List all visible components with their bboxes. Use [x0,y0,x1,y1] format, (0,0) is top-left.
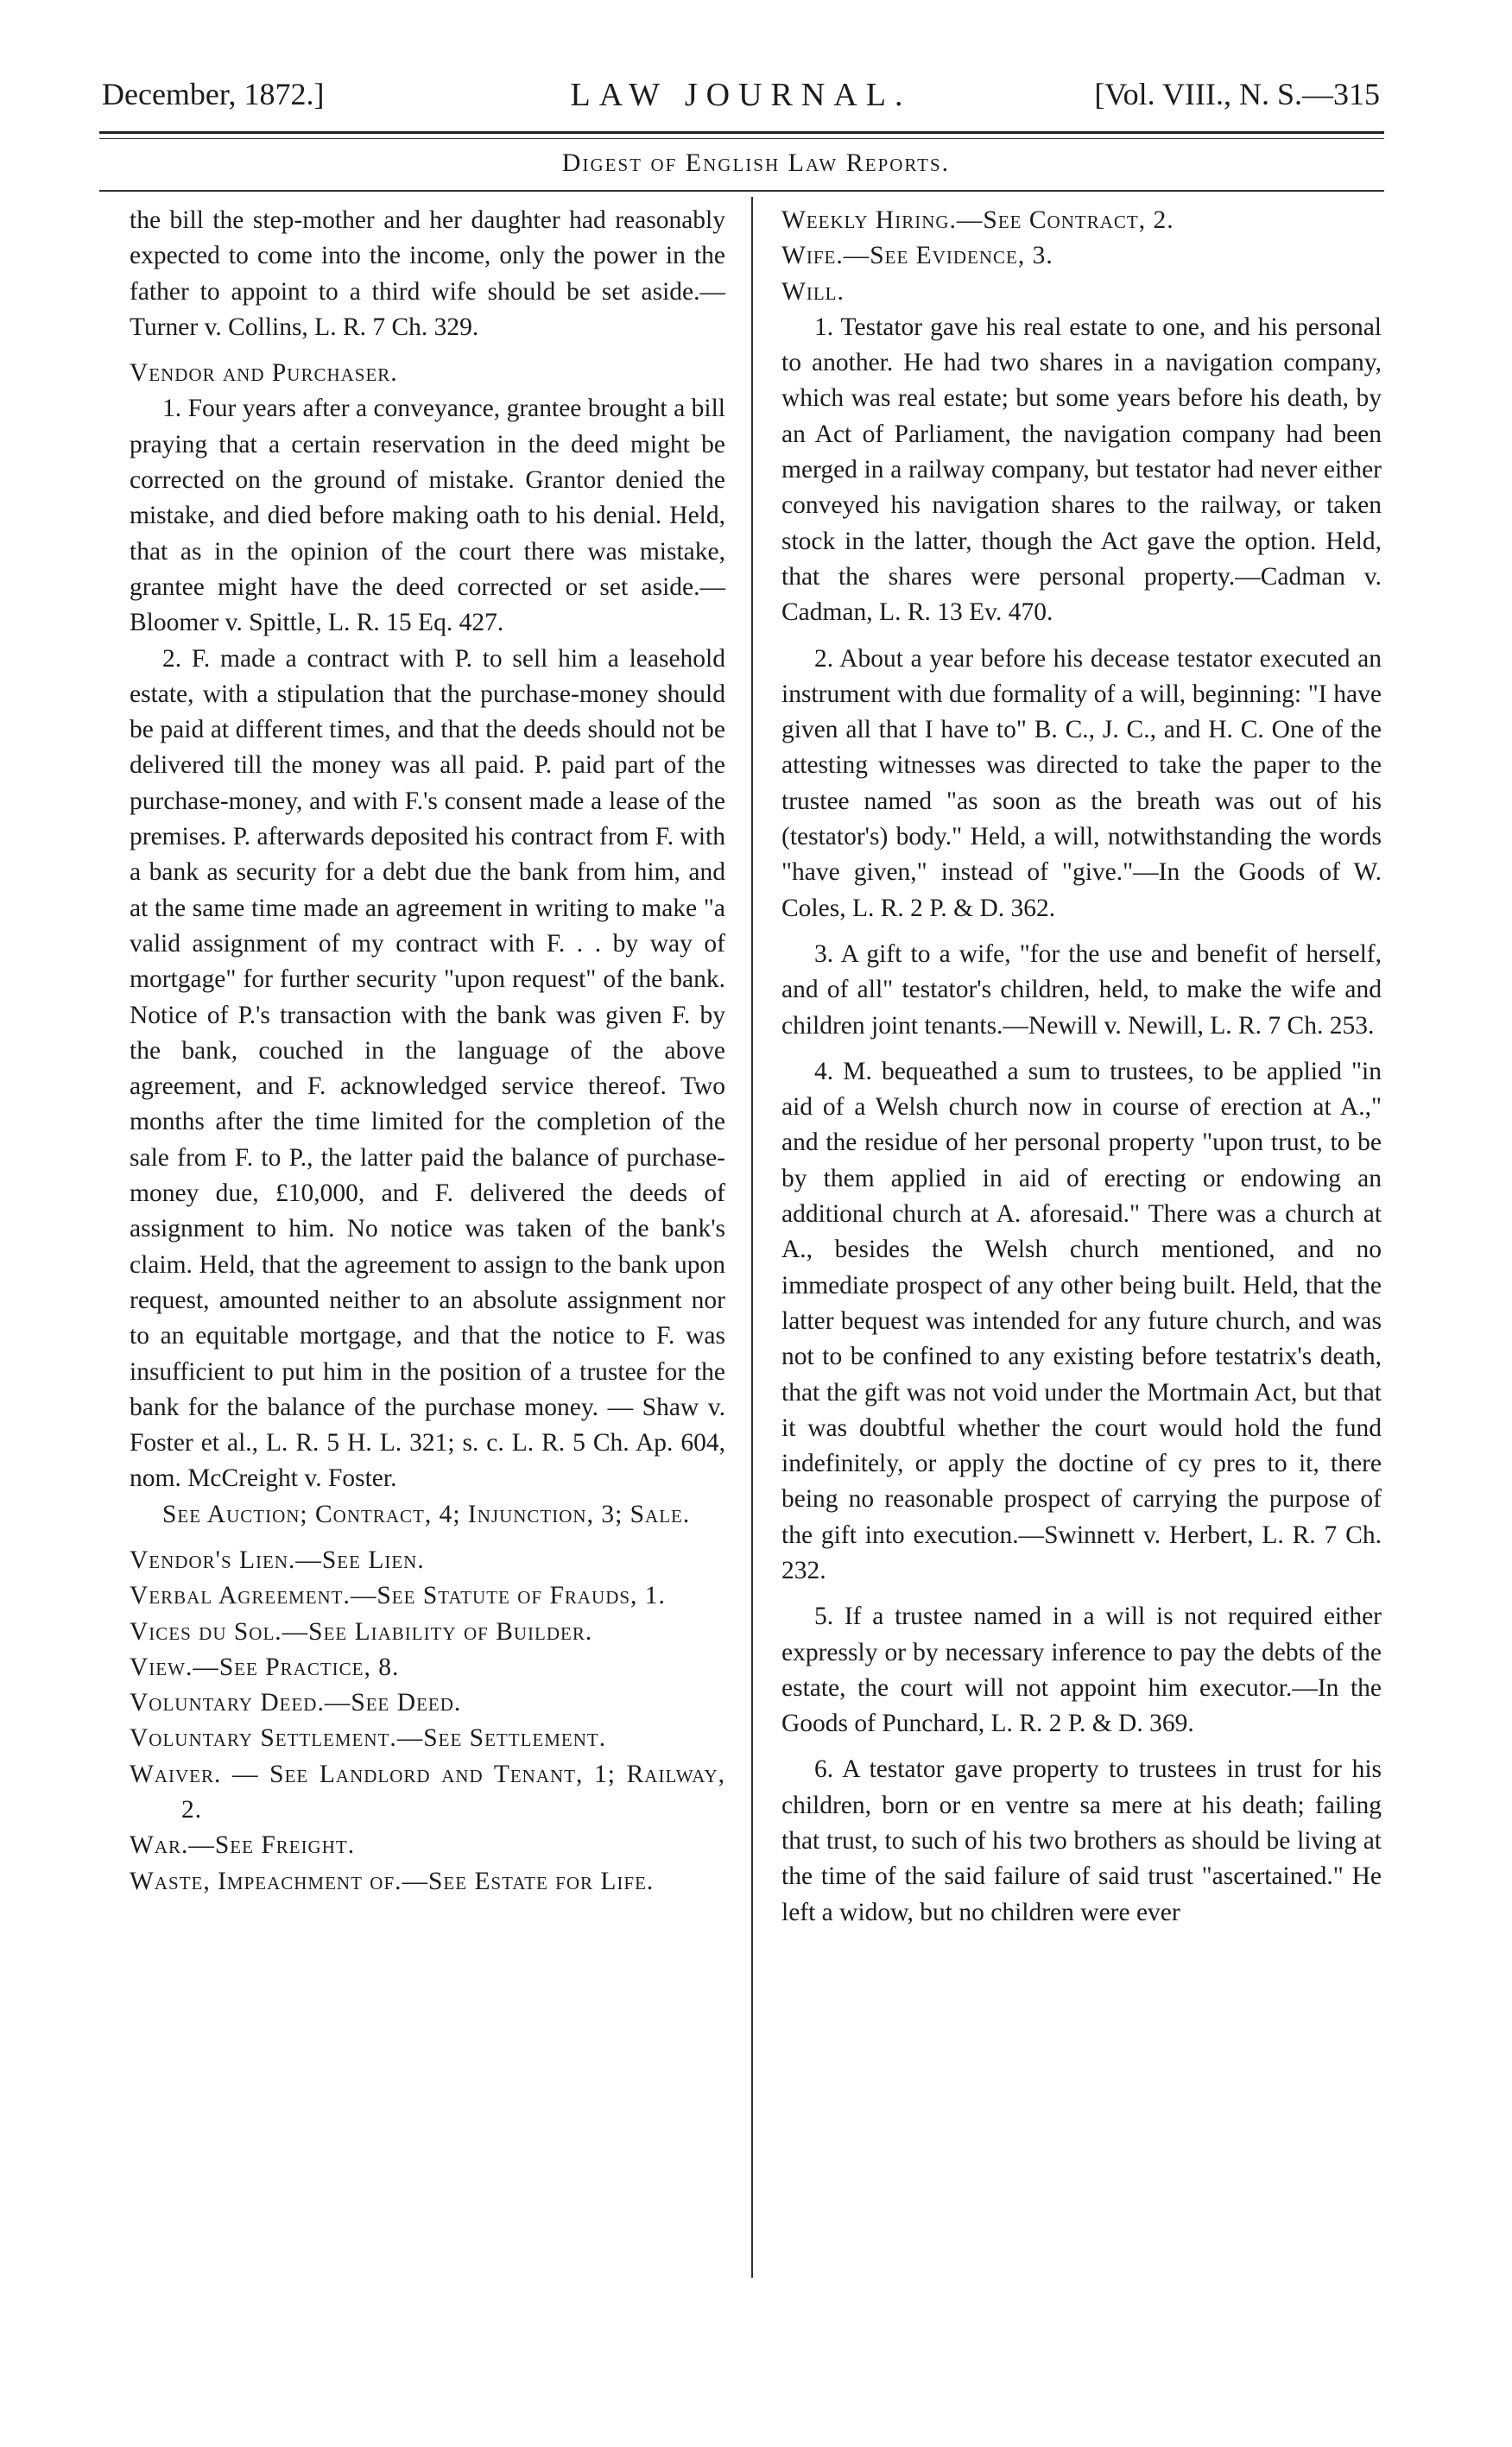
cross-reference: Wife.—See Evidence, 3. [781,242,1053,270]
paragraph: 1. Testator gave his real estate to one, and his personal to another. He had two shares in a navigation company, which was real estate; but some years before his death, by an Act of Parliament, the navigation company had been merged in a railway company, but testator had never either conveyed his navigation shares to the railway, or taken stock in the latter, though the Act gave the option. Held, that the shares were personal property.—Cadman v. Cadman, L. R. 13 Ev. 470. [781,313,1382,627]
section-rule [99,190,1384,192]
left-column [130,203,725,1900]
cross-reference: Weekly Hiring.—See Contract, 2. [781,206,1174,234]
cross-reference: Vices du Sol.—See Liability of Builder. [130,1617,593,1646]
paragraph: 6. A testator gave property to trustees in trust for his children, born or en ventre sa mere at his death; failing that trust, to such of his two brothers as should be living at the time of the said failure of said trust "ascertained." He left a widow, but no children were ever [781,1755,1382,1926]
journal-title: LAW JOURNAL. [570,77,912,113]
paragraph: 2. F. made a contract with P. to sell him a leasehold estate, with a stipulation that the purchase-money should be paid at different times, and that the deeds should not be delivered till the money was all paid. P. paid part of the purchase-money, and with F.'s consent made a lease of the premises. P. afterwards deposited his contract from F. with a bank as security for a debt due the bank from him, and at the same time made an agreement in writing to make "a valid assignment of my contract with F. . . by way of mortgage" for further security "upon request" of the bank. Notice of P.'s transaction with the bank was given F. by the bank, couched in the language of the above agreement, and F. acknowledged service thereof. Two months after the time limited for the completion of the sale from F. to P., the latter paid the balance of purchase-money due, £10,000, and F. delivered the deeds of assignment to him. No notice was taken of the bank's claim. Held, that the agreement to assign to the bank upon request, amounted neither to an absolute assignment nor to an equitable mortgage, and that the notice to F. was insufficient to put him in the position of a trustee for the bank for the balance of the purchase money. — Shaw v. Foster et al., L. R. 5 H. L. 321; s. c. L. R. 5 Ch. Ap. 604, nom. McCreight v. Foster. [130,644,725,1493]
cross-reference: Vendor's Lien.—See Lien. [130,1546,425,1574]
section-title: Digest of English Law Reports. [561,149,951,177]
cross-reference: Verbal Agreement.—See Statute of Frauds, 1. [130,1582,666,1610]
cross-reference: View.—See Practice, 8. [130,1653,400,1681]
paragraph: 2. About a year before his decease testator executed an instrument with due formality of a will, beginning: "I have given all that I have to" B. C., J. C., and H. C. One of the attesting witnesses was directed to take the paper to the trustee named "as soon as the breath was out of his (testator's) body." Held, a will, notwithstanding the words "have given," instead of "give."—In the Goods of W. Coles, L. R. 2 P. & D. 362. [781,644,1382,922]
issue-date: December, 1872.] [102,77,325,111]
right-column [781,203,1382,1931]
header-rule-thin [99,138,1384,139]
paragraph: 4. M. bequeathed a sum to trustees, to be applied "in aid of a Welsh church now in course of erection at A.," and the residue of her personal property "upon trust, to be by them applied in aid of erecting or endowing an additional church at A. aforesaid." There was a church at A., besides the Welsh church mentioned, and no immediate prospect of any other being built. Held, that the latter bequest was intended for any future church, and was not to be confined to any existing before testatrix's death, that the gift was not void under the Mortmain Act, but that it was doubtful whether the court would hold the fund indefinitely, or apply the doctine of cy pres to it, there being no reasonable prospect of carrying the purpose of the gift into execution.—Swinnett v. Herbert, L. R. 7 Ch. 232. [781,1057,1382,1584]
paragraph: 3. A gift to a wife, "for the use and benefit of herself, and of all" testator's children, held, to make the wife and children joint tenants.—Newill v. Newill, L. R. 7 Ch. 253. [781,939,1382,1040]
column-divider [751,197,753,2278]
volume-page: [Vol. VIII., N. S.—315 [1094,77,1380,111]
section-heading-vendor-purchaser: Vendor and Purchaser. [130,359,398,388]
paragraph: the bill the step-mother and her daughter had reasonably expected to come into the income, only the power in the father to appoint to a third wife should be set aside.—Turner v. Collins, L. R. 7 Ch. 329. [130,206,725,341]
paragraph: 5. If a trustee named in a will is not required either expressly or by necessary inference to pay the debts of the estate, the court will not appoint him executor.—In the Goods of Punchard, L. R. 2 P. & D. 369. [781,1603,1382,1738]
cross-reference: Voluntary Deed.—See Deed. [130,1689,462,1717]
running-header [102,76,1380,128]
cross-reference: Waiver. — See Landlord and Tenant, 1; Railway, 2. [130,1760,725,1824]
cross-reference: Voluntary Settlement.—See Settlement. [130,1724,607,1753]
section-heading-will: Will. [781,277,845,306]
paragraph: 1. Four years after a conveyance, grantee brought a bill praying that a certain reservation in the deed might be corrected on the ground of mistake. Grantor denied the mistake, and died before making oath to his denial. Held, that as in the opinion of the court there was mistake, grantee might have the deed corrected or set aside.—Bloomer v. Spittle, L. R. 15 Eq. 427. [130,395,725,637]
cross-reference: Waste, Impeachment of.—See Estate for Life. [130,1867,655,1895]
cross-reference: See Auction; Contract, 4; Injunction, 3; Sale. [162,1500,691,1528]
cross-reference: War.—See Freight. [130,1831,356,1860]
header-rule-thick [99,131,1384,134]
